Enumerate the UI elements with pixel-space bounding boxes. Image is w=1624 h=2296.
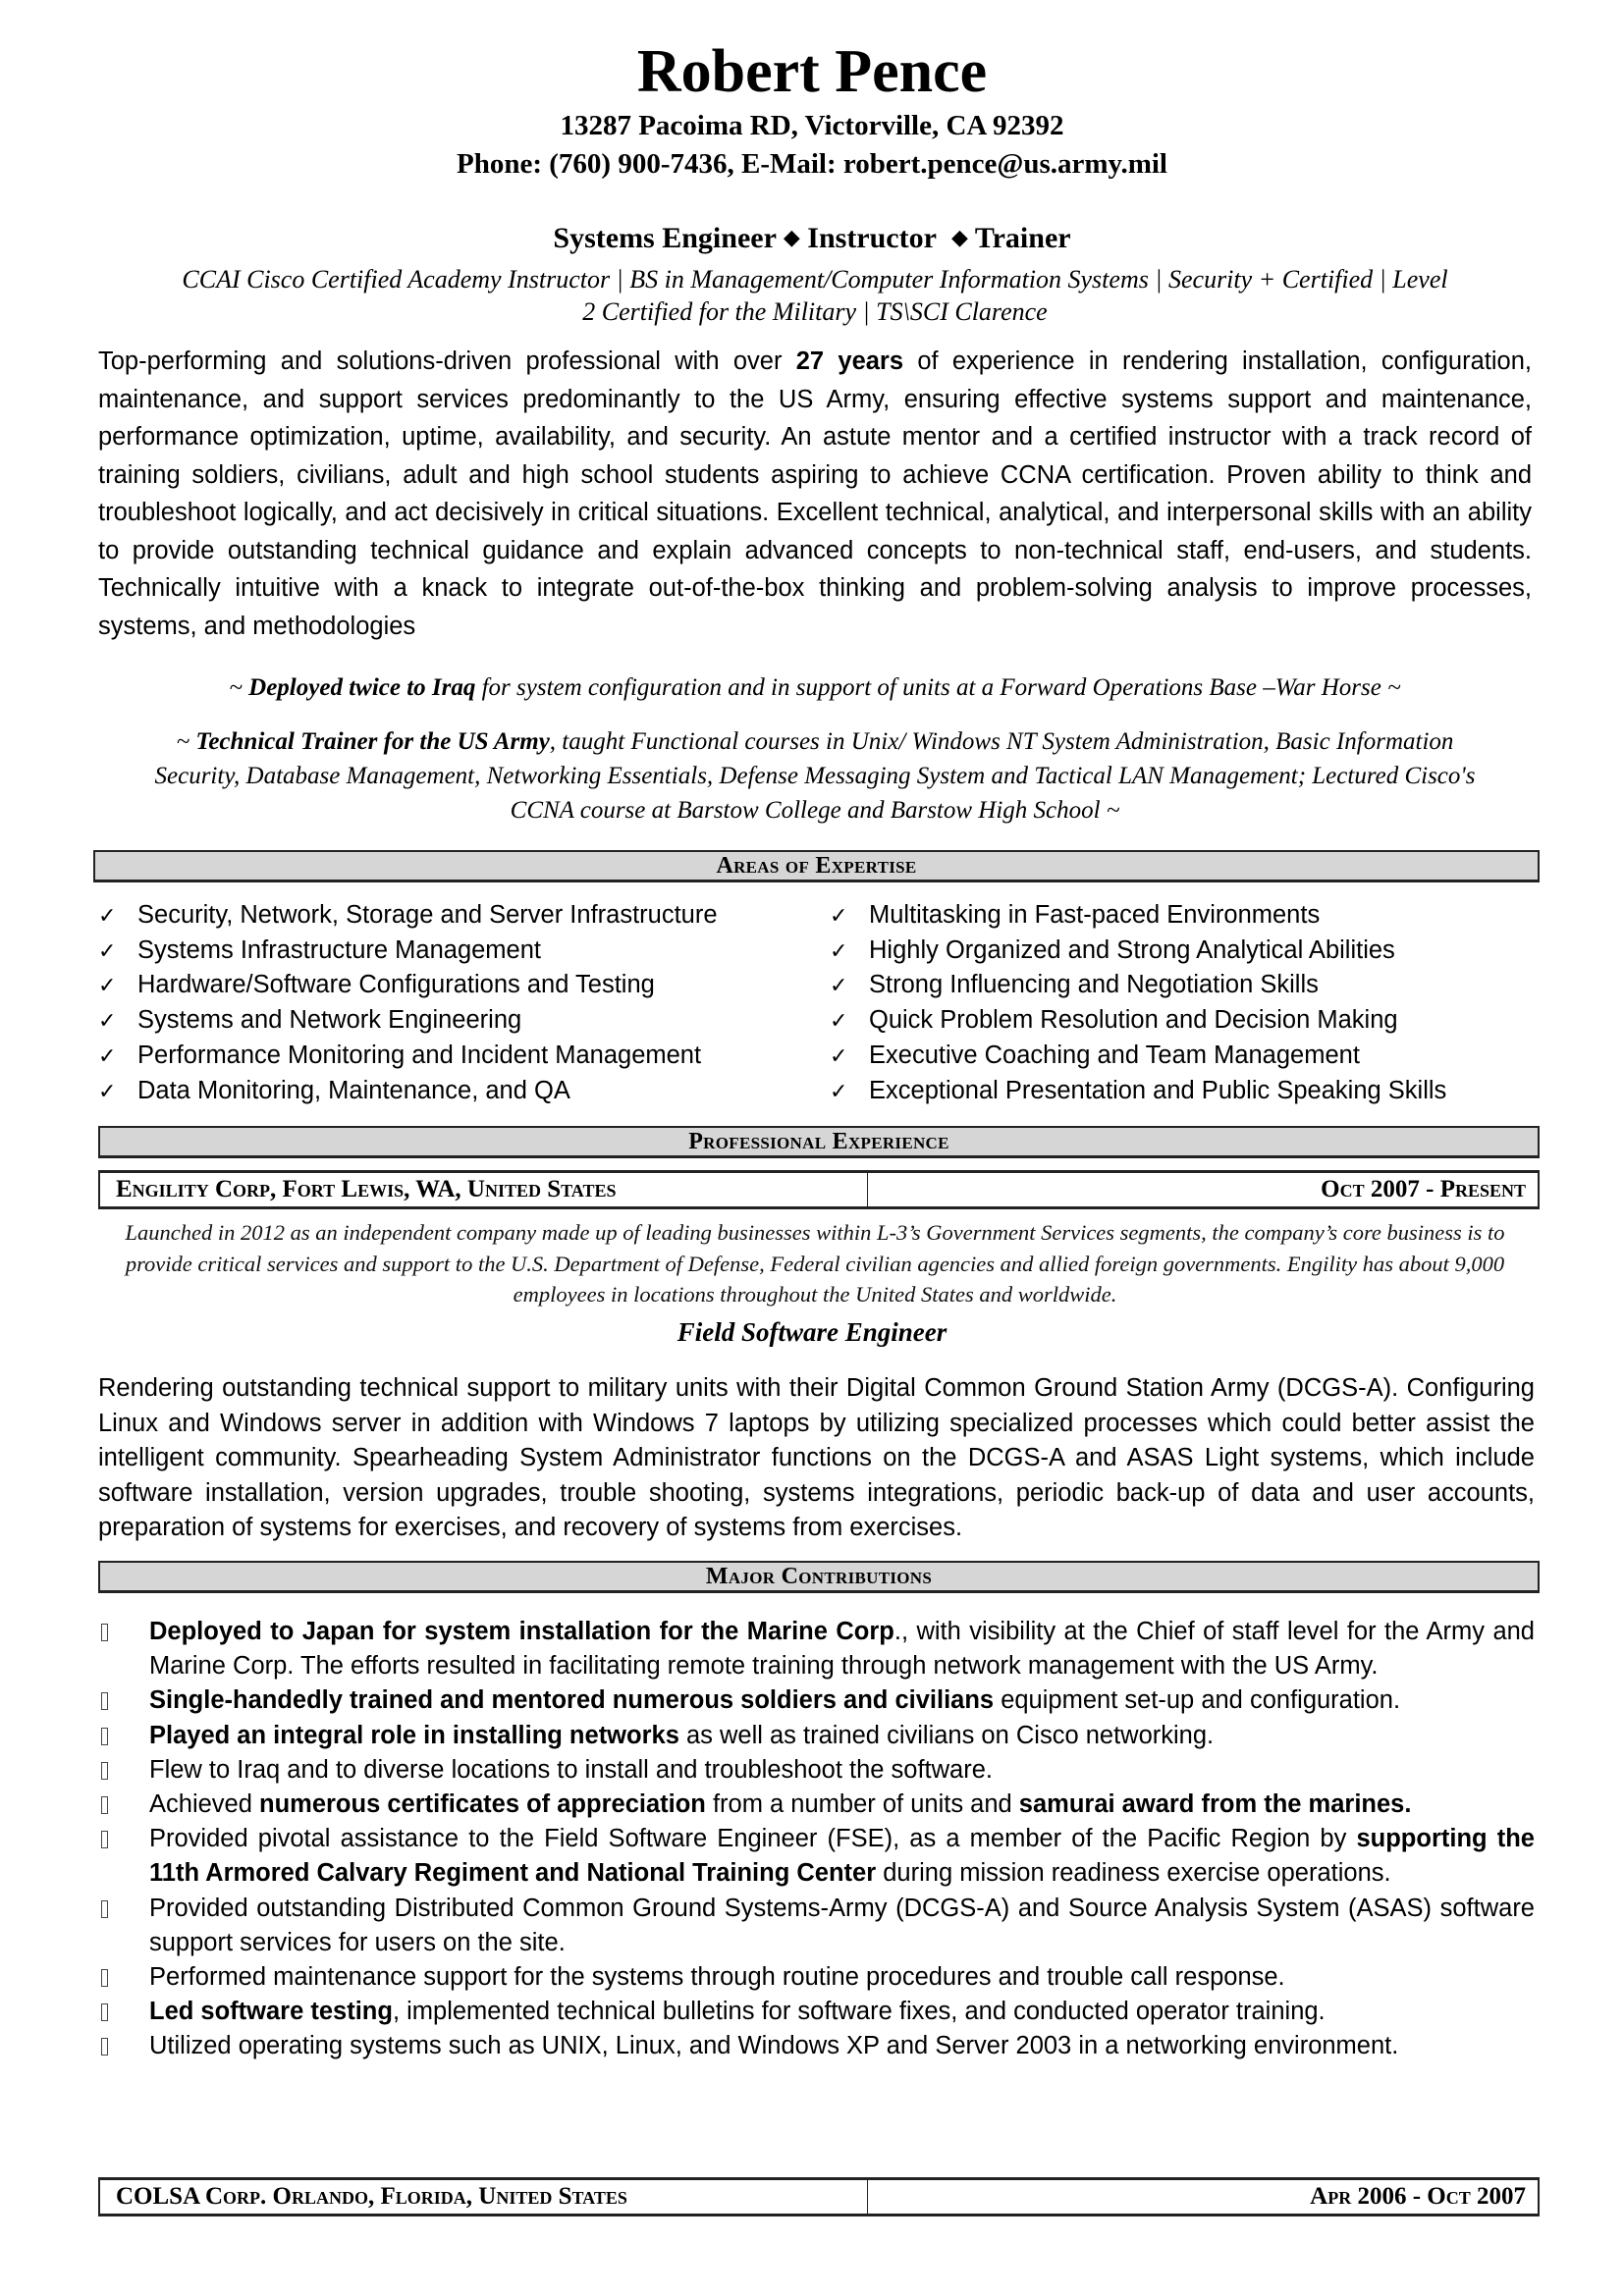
expertise-item xyxy=(98,1003,805,1039)
title-part: Systems Engineer xyxy=(553,222,777,254)
highlight-bold: Deployed twice to Iraq xyxy=(248,674,476,701)
highlight-text: for system configuration and in support of units at a Forward Operations Base –War Horse ~ xyxy=(475,674,1401,701)
expertise-item xyxy=(98,898,805,934)
section-header-experience: Professional Experience xyxy=(98,1126,1540,1158)
role-description: Rendering outstanding technical support to military units with their Digital Common Ground Station Army (DCGS-A). Configuring Linux and Windows server in addition with Windows 7 laptops by utilizing specialized processes which could better assist the intelligent community. Spearheading System Administrator functions on the DCGS-A and ASAS Light systems, which include software installation, version upgrades, trouble shooting, systems integrations, periodic back-up of data and user accounts, preparation of systems for exercises, and recovery of systems from exercises. xyxy=(98,1374,1535,1541)
expertise-item xyxy=(98,1039,805,1074)
candidate-name: Robert Pence xyxy=(636,38,988,105)
expertise-text: Strong Influencing and Negotiation Skills xyxy=(869,971,1319,999)
contribution-text: as well as trained civilians on Cisco networking. xyxy=(678,1721,1215,1749)
contribution-text: equipment set-up and configuration. xyxy=(994,1686,1401,1715)
expertise-item xyxy=(830,934,1537,969)
title-part: Trainer xyxy=(974,222,1071,254)
contribution-item xyxy=(98,1960,1535,1995)
professional-title xyxy=(0,220,1624,259)
tilde: ~ xyxy=(176,728,196,755)
contribution-item xyxy=(98,1788,1535,1822)
summary-text: Top-performing and solutions-driven professional with over xyxy=(98,347,796,375)
credentials-line: CCAI Cisco Certified Academy Instructor | BS in Management/Computer Information Systems | Security + Certified | Level xyxy=(182,265,1448,294)
contribution-item xyxy=(98,1683,1535,1718)
expertise-text: Multitasking in Fast-paced Environments xyxy=(869,901,1321,929)
check-icon: ✓ xyxy=(830,903,848,928)
bullet-icon xyxy=(101,1831,108,1848)
section-header-contributions: Major Contributions xyxy=(98,1561,1540,1593)
contact-info: Phone: (760) 900-7436, E-Mail: robert.pence@us.army.mil xyxy=(457,148,1167,180)
contribution-item xyxy=(98,1719,1535,1753)
summary-text: of experience in rendering installation, configuration, maintenance, and support services predominantly to the US Army, ensuring effective systems support and maintenance, performance optimization, uptime, availability, and security. An astute mentor and a certified instructor with a track record of training soldiers, civilians, adult and high school students aspiring to achieve CCNA certification. Proven ability to think and troubleshoot logically, and act decisively in critical situations. Excellent technical, analytical, and interpersonal skills with an ability to provide outstanding technical guidance and explain advanced concepts to non-technical staff, end-users, and students. Technically intuitive with a knack to integrate out-of-the-box thinking and problem-solving analysis to improve processes, systems, and methodologies xyxy=(98,347,1532,640)
check-icon: ✓ xyxy=(98,937,117,963)
title-part: Instructor xyxy=(807,222,937,254)
bullet-icon xyxy=(101,1900,108,1918)
expertise-text: Security, Network, Storage and Server Infrastructure xyxy=(137,901,718,929)
expertise-item xyxy=(98,934,805,969)
section-header-expertise: Areas of Expertise xyxy=(93,850,1540,882)
expertise-item xyxy=(830,1074,1537,1109)
expertise-text: Hardware/Software Configurations and Testing xyxy=(137,971,655,999)
contribution-text: Performed maintenance support for the systems through routine procedures and trouble call response. xyxy=(149,1963,1285,1992)
job-header-engility xyxy=(98,1170,1540,1209)
check-icon: ✓ xyxy=(98,973,117,998)
contribution-item xyxy=(98,1822,1535,1891)
diamond-icon: ◆ xyxy=(950,225,968,249)
contribution-text: , implemented technical bulletins for software fixes, and conducted operator training. xyxy=(392,1998,1326,2026)
expertise-text: Quick Problem Resolution and Decision Making xyxy=(869,1006,1398,1035)
tilde: ~ xyxy=(229,674,249,701)
contribution-text: from a number of units and xyxy=(705,1790,1019,1819)
bullet-icon xyxy=(101,1728,108,1745)
contribution-bold: Played an integral role in installing networks xyxy=(149,1721,679,1749)
expertise-text: Systems Infrastructure Management xyxy=(137,935,542,964)
summary-paragraph xyxy=(98,343,1532,645)
expertise-list-left xyxy=(98,898,805,1108)
expertise-item xyxy=(98,1074,805,1109)
expertise-item xyxy=(830,1003,1537,1039)
check-icon: ✓ xyxy=(830,1042,848,1068)
contribution-text: Achieved xyxy=(149,1790,259,1819)
contribution-item xyxy=(98,1753,1535,1788)
expertise-item xyxy=(830,1039,1537,1074)
check-icon: ✓ xyxy=(98,1078,117,1103)
company-description: Launched in 2012 as an independent company made up of leading businesses within L-3’s Government Services segments, the company’s core business is to provide critical services and support to the U.S. Department of Defense, Federal civilian agencies and allied foreign governments. Engility has about 9,000 employees in locations throughout the United States and worldwide. xyxy=(125,1220,1505,1307)
bullet-icon xyxy=(101,1762,108,1780)
employment-dates: Apr 2006 - Oct 2007 xyxy=(1310,2183,1526,2210)
check-icon: ✓ xyxy=(830,973,848,998)
contribution-item xyxy=(98,1892,1535,1960)
check-icon: ✓ xyxy=(830,937,848,963)
contribution-bold: Deployed to Japan for system installation for the Marine Corp xyxy=(149,1618,894,1645)
job-header-colsa xyxy=(98,2177,1540,2216)
bullet-icon xyxy=(101,1624,108,1641)
bullet-icon xyxy=(101,1796,108,1814)
company-name: COLSA Corp. Orlando, Florida, United States xyxy=(100,2180,868,2214)
contribution-bold: samurai award from the marines. xyxy=(1018,1790,1412,1819)
check-icon: ✓ xyxy=(98,903,117,928)
contribution-text: ., with visibility at the Chief of staff level for the Army and Marine Corp. The efforts resulted in facilitating remote training through network management with the US Army. xyxy=(149,1618,1535,1681)
highlight-text: , taught Functional courses in Unix/ Windows NT System Administration, Basic Information Security, Database Management, Networking Essentials, Defense Messaging System and Tactical LAN Management; Lectured Cisco's CCNA course at Barstow College and Barstow High School ~ xyxy=(154,728,1476,824)
expertise-text: Data Monitoring, Maintenance, and QA xyxy=(137,1076,570,1104)
bullet-icon xyxy=(101,2003,108,2021)
role-title: Field Software Engineer xyxy=(677,1317,947,1347)
contribution-text: Flew to Iraq and to diverse locations to install and troubleshoot the software. xyxy=(149,1755,993,1784)
company-name: Engility Corp, Fort Lewis, WA, United States xyxy=(100,1173,868,1206)
expertise-item xyxy=(830,898,1537,934)
contribution-item xyxy=(98,2029,1535,2063)
contribution-text: Provided pivotal assistance to the Field Software Engineer (FSE), as a member of the Pacific Region by xyxy=(149,1825,1357,1853)
bullet-icon xyxy=(101,2038,108,2056)
highlight-trainer xyxy=(137,724,1492,828)
expertise-text: Systems and Network Engineering xyxy=(137,1006,522,1035)
expertise-item xyxy=(830,968,1537,1003)
expertise-text: Performance Monitoring and Incident Management xyxy=(137,1041,702,1069)
highlight-bold: Technical Trainer for the US Army xyxy=(195,728,550,755)
check-icon: ✓ xyxy=(98,1042,117,1068)
bullet-icon xyxy=(101,1969,108,1987)
highlight-iraq xyxy=(88,670,1542,705)
contribution-bold: Single-handedly trained and mentored numerous soldiers and civilians xyxy=(149,1686,995,1715)
contribution-bold: supporting the 11th Armored Calvary Regiment and National Training Center xyxy=(149,1825,1535,1888)
contribution-text: during mission readiness exercise operations. xyxy=(876,1859,1391,1888)
expertise-text: Exceptional Presentation and Public Speaking Skills xyxy=(869,1076,1447,1104)
summary-years: 27 years xyxy=(795,347,904,375)
contribution-text: Provided outstanding Distributed Common Ground Systems-Army (DCGS-A) and Source Analysis System (ASAS) software support services for users on the site. xyxy=(149,1894,1535,1956)
contribution-text: Utilized operating systems such as UNIX, Linux, and Windows XP and Server 2003 in a networking environment. xyxy=(149,2032,1399,2060)
credentials-line: 2 Certified for the Military | TS\SCI Clarence xyxy=(582,297,1048,326)
diamond-icon: ◆ xyxy=(783,225,800,249)
bullet-icon xyxy=(101,1692,108,1710)
expertise-text: Executive Coaching and Team Management xyxy=(869,1041,1360,1069)
contribution-item xyxy=(98,1615,1535,1683)
address: 13287 Pacoima RD, Victorville, CA 92392 xyxy=(560,110,1064,141)
employment-dates: Oct 2007 - Present xyxy=(1321,1176,1526,1202)
contribution-bold: numerous certificates of appreciation xyxy=(259,1790,706,1819)
contribution-item xyxy=(98,1995,1535,2029)
expertise-item xyxy=(98,968,805,1003)
contributions-list xyxy=(98,1615,1535,2064)
check-icon: ✓ xyxy=(98,1008,117,1034)
check-icon: ✓ xyxy=(830,1078,848,1103)
expertise-text: Highly Organized and Strong Analytical Abilities xyxy=(869,935,1395,964)
expertise-list-right xyxy=(830,898,1537,1108)
check-icon: ✓ xyxy=(830,1008,848,1034)
contribution-bold: Led software testing xyxy=(149,1998,393,2026)
credentials xyxy=(98,263,1532,328)
